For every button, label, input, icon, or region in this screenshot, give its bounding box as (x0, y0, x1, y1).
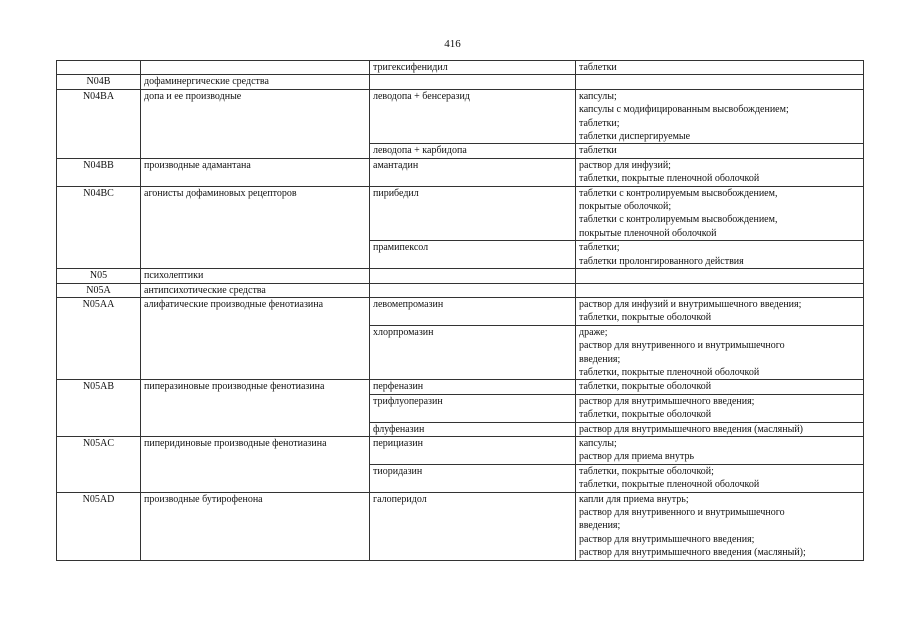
dosage-form-line: раствор для инфузий и внутримышечного введения; (579, 298, 802, 310)
drug-name-cell: тиоридазин (370, 464, 576, 492)
group-name-cell: пиперазиновые производные фенотиазина (141, 380, 370, 437)
atc-code-cell: N05AB (57, 380, 141, 437)
drug-name-cell: трифлуоперазин (370, 394, 576, 422)
atc-code-cell: N04BC (57, 186, 141, 268)
dosage-form-line: раствор для инфузий; (579, 159, 671, 171)
dosage-form-line: капли для приема внутрь; (579, 493, 689, 505)
drug-name-cell: амантадин (370, 158, 576, 186)
dosage-form-line: раствор для внутримышечного введения; (579, 395, 755, 407)
group-name-cell: производные адамантана (141, 158, 370, 186)
group-name-cell: пиперидиновые производные фенотиазина (141, 436, 370, 492)
table-row (57, 436, 864, 464)
table-row (57, 380, 864, 394)
group-name-cell: психолептики (141, 269, 370, 283)
drug-name-cell: перфеназин (370, 380, 576, 394)
dosage-form-line: таблетки, покрытые оболочкой (579, 312, 712, 324)
group-name-cell (141, 61, 370, 75)
group-name-cell: производные бутирофенона (141, 492, 370, 560)
dosage-form-line: таблетки; (579, 117, 620, 129)
atc-code-cell: N05AA (57, 297, 141, 379)
group-name-cell: алифатические производные фенотиазина (141, 297, 370, 379)
dosage-form-line: введения; (579, 520, 621, 532)
drug-name-cell: пирибедил (370, 186, 576, 241)
dosage-form-line: таблетки (579, 145, 617, 157)
group-name-cell: агонисты дофаминовых рецепторов (141, 186, 370, 268)
dosage-forms-cell (576, 297, 864, 325)
drug-name-cell: галоперидол (370, 492, 576, 560)
drug-name-cell: левомепромазин (370, 297, 576, 325)
table-row (57, 283, 864, 297)
table-row (57, 158, 864, 186)
dosage-form-line: введения; (579, 353, 621, 365)
dosage-forms-cell (576, 380, 864, 394)
atc-code-cell: N05 (57, 269, 141, 283)
drug-name-cell (370, 283, 576, 297)
dosage-form-line: раствор для внутримышечного введения; (579, 533, 755, 545)
drug-name-cell (370, 269, 576, 283)
dosage-forms-cell (576, 75, 864, 89)
group-name-cell: антипсихотические средства (141, 283, 370, 297)
table-row (57, 61, 864, 75)
drug-classification-table (56, 60, 864, 561)
atc-code-cell: N04BA (57, 89, 141, 158)
atc-code-cell: N04BB (57, 158, 141, 186)
group-name-cell: дофаминергические средства (141, 75, 370, 89)
dosage-form-line: покрытые оболочкой; (579, 201, 672, 213)
dosage-form-line: таблетки, покрытые оболочкой (579, 381, 712, 393)
dosage-form-line: таблетки, покрытые пленочной оболочкой (579, 479, 760, 491)
dosage-form-line: таблетки с контролируемым высвобождением, (579, 187, 778, 199)
table-row (57, 269, 864, 283)
atc-code-cell: N05A (57, 283, 141, 297)
page-number: 416 (444, 38, 461, 50)
atc-code-cell: N04B (57, 75, 141, 89)
dosage-forms-cell (576, 436, 864, 464)
dosage-forms-cell (576, 186, 864, 241)
dosage-form-line: таблетки, покрытые оболочкой; (579, 465, 714, 477)
atc-code-cell: N05AD (57, 492, 141, 560)
dosage-forms-cell (576, 283, 864, 297)
drug-name-cell: флуфеназин (370, 422, 576, 436)
dosage-form-line: таблетки, покрытые пленочной оболочкой (579, 366, 760, 378)
drug-name-cell: прамипексол (370, 241, 576, 269)
dosage-form-line: капсулы с модифицированным высвобождением; (579, 104, 789, 116)
dosage-form-line: покрытые пленочной оболочкой (579, 227, 717, 239)
drug-name-cell: хлорпромазин (370, 325, 576, 380)
dosage-forms-cell (576, 241, 864, 269)
dosage-form-line: таблетки, покрытые пленочной оболочкой (579, 173, 760, 185)
table-row (57, 186, 864, 241)
dosage-forms-cell (576, 394, 864, 422)
drug-name-cell: леводопа + карбидопа (370, 144, 576, 158)
dosage-form-line: таблетки; (579, 242, 620, 254)
drug-name-cell: леводопа + бенсеразид (370, 89, 576, 144)
dosage-forms-cell (576, 144, 864, 158)
dosage-forms-cell (576, 61, 864, 75)
table-row (57, 297, 864, 325)
dosage-forms-cell (576, 269, 864, 283)
dosage-form-line: таблетки, покрытые оболочкой (579, 409, 712, 421)
table-row (57, 89, 864, 144)
dosage-form-line: капсулы; (579, 437, 617, 449)
dosage-form-line: раствор для внутримышечного введения (масляный) (579, 423, 803, 435)
group-name-cell: допа и ее производные (141, 89, 370, 158)
dosage-form-line: раствор для внутримышечного введения (масляный); (579, 547, 806, 559)
atc-code-cell: N05AC (57, 436, 141, 492)
dosage-form-line: таблетки (579, 62, 617, 73)
table-body (57, 61, 864, 561)
dosage-forms-cell (576, 464, 864, 492)
dosage-forms-cell (576, 492, 864, 560)
dosage-form-line: таблетки диспергируемые (579, 131, 691, 143)
dosage-form-line: раствор для внутривенного и внутримышечного (579, 507, 785, 518)
dosage-form-line: драже; (579, 326, 608, 338)
table-row (57, 492, 864, 560)
atc-code-cell (57, 61, 141, 75)
dosage-forms-cell (576, 325, 864, 380)
drug-name-cell: перициазин (370, 436, 576, 464)
drug-name-cell (370, 75, 576, 89)
dosage-form-line: таблетки пролонгированного действия (579, 255, 744, 267)
dosage-forms-cell (576, 89, 864, 144)
dosage-form-line: раствор для приема внутрь (579, 451, 695, 463)
dosage-form-line: раствор для внутривенного и внутримышечного (579, 340, 785, 352)
drug-name-cell: тригексифенидил (370, 61, 576, 75)
dosage-forms-cell (576, 422, 864, 436)
dosage-forms-cell (576, 158, 864, 186)
dosage-form-line: таблетки с контролируемым высвобождением, (579, 214, 778, 226)
table-row (57, 75, 864, 89)
dosage-form-line: капсулы; (579, 90, 617, 102)
